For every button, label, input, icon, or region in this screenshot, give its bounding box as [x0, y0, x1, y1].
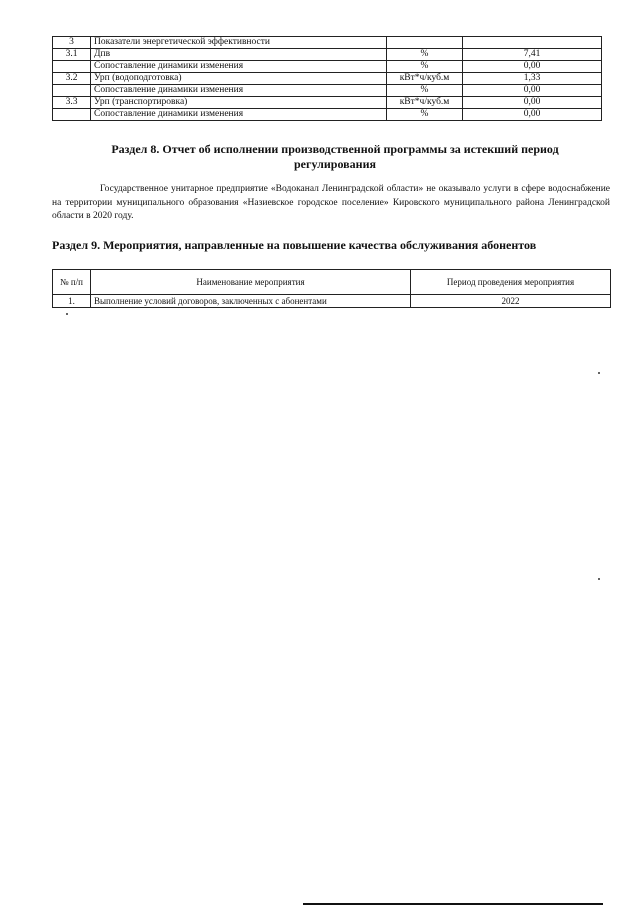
table-row	[53, 109, 602, 121]
section-9-title: Раздел 9. Мероприятия, направленные на повышение качества обслуживания абонентов	[52, 238, 537, 252]
table-header-row	[53, 270, 611, 295]
row-number: 1.	[53, 295, 91, 308]
table-row	[53, 37, 602, 49]
indicator-name: Урп (транспортировка)	[91, 97, 387, 109]
row-number: 3.3	[53, 97, 91, 109]
section-8-body: Государственное унитарное предприятие «Водоканал Ленинградской области» не оказывало услуги в сфере водоснабжение на территории муниципального образования «Назиевское городское поселение» Кировского муниципального района Ленинградской области в 2020 году.	[52, 184, 610, 221]
indicator-value: 0,00	[463, 85, 602, 97]
indicator-unit: %	[387, 49, 463, 61]
table-row	[53, 85, 602, 97]
indicator-name: Дпв	[91, 49, 387, 61]
scan-speck	[598, 372, 600, 374]
indicator-value: 7,41	[463, 49, 602, 61]
table-row	[53, 97, 602, 109]
indicator-value	[463, 37, 602, 49]
row-number: 3	[53, 37, 91, 49]
indicator-unit: %	[387, 85, 463, 97]
indicator-name: Сопоставление динамики изменения	[91, 85, 387, 97]
indicator-name: Сопоставление динамики изменения	[91, 109, 387, 121]
header-name: Наименование мероприятия	[91, 270, 411, 295]
indicator-unit: %	[387, 109, 463, 121]
indicator-unit: %	[387, 61, 463, 73]
indicators-table	[52, 36, 602, 121]
indicator-name: Показатели энергетической эффективности	[91, 37, 387, 49]
measures-table	[52, 269, 611, 308]
indicator-unit: кВт*ч/куб.м	[387, 73, 463, 85]
row-number	[53, 109, 91, 121]
row-number	[53, 61, 91, 73]
table-row	[53, 295, 611, 308]
header-num: № п/п	[53, 270, 91, 295]
table-row	[53, 73, 602, 85]
indicator-name: Урп (водоподготовка)	[91, 73, 387, 85]
row-number: 3.2	[53, 73, 91, 85]
measure-name: Выполнение условий договоров, заключенных с абонентами	[91, 295, 411, 308]
scan-speck	[598, 578, 600, 580]
indicator-unit: кВт*ч/куб.м	[387, 97, 463, 109]
table-row	[53, 49, 602, 61]
section-8-title: Раздел 8. Отчет об исполнении производственной программы за истекший период регулирования	[111, 142, 559, 171]
measure-period: 2022	[411, 295, 611, 308]
indicator-value: 0,00	[463, 61, 602, 73]
indicator-unit	[387, 37, 463, 49]
scan-speck	[66, 313, 68, 315]
indicator-value: 0,00	[463, 109, 602, 121]
header-period: Период проведения мероприятия	[411, 270, 611, 295]
row-number	[53, 85, 91, 97]
indicator-name: Сопоставление динамики изменения	[91, 61, 387, 73]
row-number: 3.1	[53, 49, 91, 61]
indicator-value: 0,00	[463, 97, 602, 109]
indicator-value: 1,33	[463, 73, 602, 85]
table-row	[53, 61, 602, 73]
